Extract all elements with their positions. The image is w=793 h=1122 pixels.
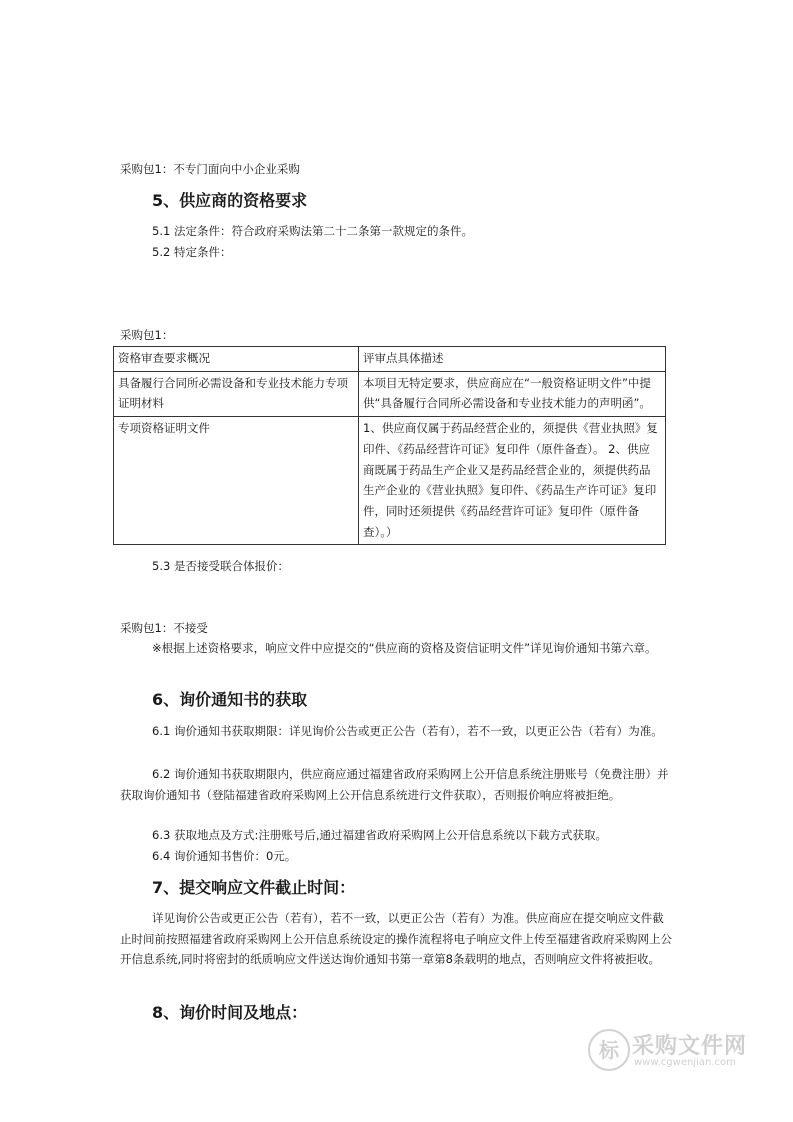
table-cell: 专项资格证明文件 (114, 417, 359, 545)
table-row (114, 371, 666, 416)
watermark-logo (588, 1027, 758, 1077)
clause-6-1: 6.1 询价通知书获取期限：详见询价公告或更正公告（若有），若不一致，以更正公告（若有）为准。 (152, 724, 663, 738)
qualification-note: ※根据上述资格要求，响应文件中应提交的“供应商的资格及资信证明文件”详见询价通知书第六章。 (152, 641, 657, 655)
clause-5-2: 5.2 特定条件： (152, 245, 232, 259)
clause-6-4: 6.4 询价通知书售价：0元。 (152, 849, 297, 863)
table-cell: 具备履行合同所必需设备和专业技术能力专项证明材料 (114, 371, 359, 416)
table-header: 资格审查要求概况 (114, 347, 359, 372)
pkg1-no-consortium: 采购包1：不接受 (120, 621, 208, 635)
section-6-title: 6、询价通知书的获取 (152, 690, 308, 709)
section-8-title: 8、询价时间及地点： (152, 1003, 308, 1022)
table-cell: 本项目无特定要求，供应商应在“一般资格证明文件”中提供“具备履行合同所必需设备和专业技术能力的声明函”。 (359, 371, 666, 416)
section-7-title: 7、提交响应文件截止时间： (152, 878, 356, 897)
section-5-title: 5、供应商的资格要求 (152, 191, 308, 210)
clause-5-1: 5.1 法定条件：符合政府采购法第二十二条第一款规定的条件。 (152, 224, 473, 238)
watermark-url: www.cgwenjian.com (634, 1057, 736, 1068)
clause-6-3: 6.3 获取地点及方式:注册账号后,通过福建省政府采购网上公开信息系统以下载方式获取。 (152, 828, 607, 842)
clause-5-3: 5.3 是否接受联合体报价： (152, 559, 289, 573)
table-header: 评审点具体描述 (359, 347, 666, 372)
table-header-row (114, 347, 666, 372)
clause-6-2: 6.2 询价通知书获取期限内，供应商应通过福建省政府采购网上公开信息系统注册账号（免费注册）并获取询价通知书（登陆福建省政府采购网上公开信息系统进行文件获取），否则报价响应将被拒绝。 (120, 767, 669, 802)
table-row (114, 417, 666, 545)
table-cell: 1、供应商仅属于药品经营企业的，须提供《营业执照》复印件、《药品经营许可证》复印件（原件备查）。 2、供应商既属于药品生产企业又是药品经营企业的，须提供药品生产企业的《营业执照》复印件、《药品生产许可证》复印件，同时还须提供《药品经营许可证》复印件（原件备查）。） (359, 417, 666, 545)
pkg1-intro: 采购包1：不专门面向中小企业采购 (120, 162, 300, 176)
section-7-body: 详见询价公告或更正公告（若有），若不一致，以更正公告（若有）为准。供应商应在提交响应文件截止时间前按照福建省政府采购网上公开信息系统设定的操作流程将电子响应文件上传至福建省政府采购网上公开信息系统,同时将密封的纸质响应文件送达询价通知书第一章第8条载明的地点，否则响应文件将被拒收。 (120, 911, 672, 967)
watermark-seal-icon: 标 (588, 1029, 630, 1071)
qualification-table (113, 346, 666, 545)
watermark-name: 采购文件网 (632, 1034, 748, 1059)
pkg1-label: 采购包1： (120, 328, 174, 342)
